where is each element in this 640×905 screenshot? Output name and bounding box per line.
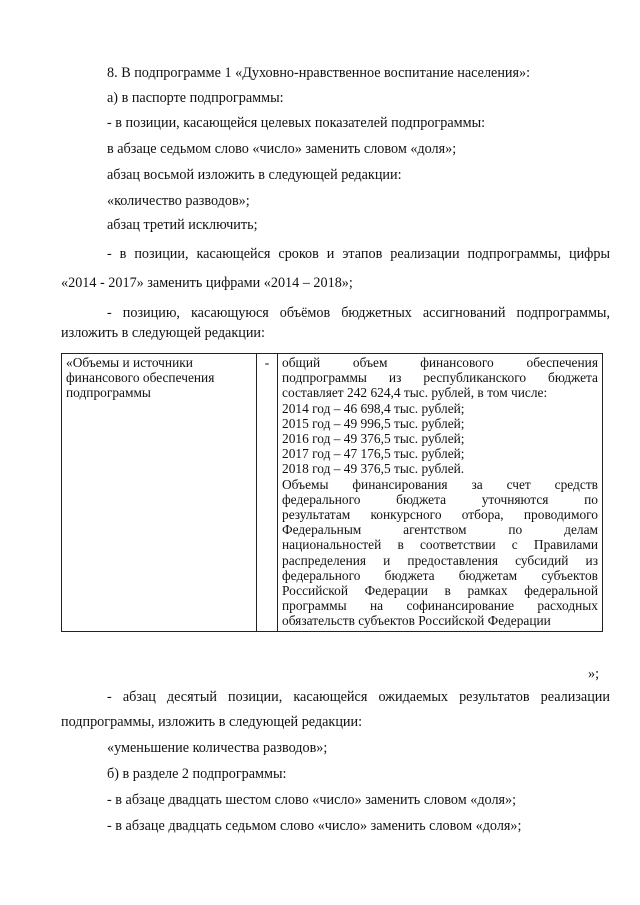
table-cell-title (62, 354, 257, 632)
paragraph-tenth-abzac-cont: подпрограммы, изложить в следующей редакции: (61, 714, 363, 730)
table-cell-dash (257, 354, 278, 632)
funding-text-line: программы на софинансирование расходных (282, 598, 598, 614)
paragraph-eighth-abzac: абзац восьмой изложить в следующей редакции: (107, 167, 402, 183)
paragraph-26th-abzac: - в абзаце двадцать шестом слово «число» заменить словом «доля»; (107, 792, 517, 808)
table-title-line: «Объемы и источники (66, 355, 193, 370)
paragraph-section-2: б) в разделе 2 подпрограммы: (107, 766, 287, 782)
funding-text-line: общий объем финансового обеспечения (282, 355, 598, 370)
paragraph-tenth-abzac: - абзац десятый позиции, касающейся ожидаемых результатов реализации (107, 689, 610, 705)
paragraph-next-edition: изложить в следующей редакции: (61, 325, 265, 341)
funding-year-line: 2017 год – 47 176,5 тыс. рублей; (282, 446, 465, 462)
funding-text-line: Объемы финансирования за счет средств (282, 476, 598, 492)
quote-end-mark: »; (588, 666, 600, 682)
paragraph-terms-position: - в позиции, касающейся сроков и этапов реализации подпрограммы, цифры (107, 246, 610, 262)
paragraph-third-abzac: абзац третий исключить; (107, 217, 258, 233)
funding-year-line: 2016 год – 49 376,5 тыс. рублей; (282, 431, 465, 447)
funding-year-line: 2015 год – 49 996,5 тыс. рублей; (282, 415, 465, 431)
table-cell-content (278, 354, 603, 632)
dash-separator: - (264, 355, 270, 370)
paragraph-terms-digits: «2014 - 2017» заменить цифрами «2014 – 2018»; (61, 275, 353, 291)
funding-text-line: обязательств субъектов Российской Федерации (282, 613, 551, 629)
funding-text-line: составляет 242 624,4 тыс. рублей, в том числе: (282, 385, 548, 401)
paragraph-targets-position: - в позиции, касающейся целевых показателей подпрограммы: (107, 115, 486, 131)
paragraph-divorces-count: «количество разводов»; (107, 193, 250, 209)
paragraph-budget-position: - позицию, касающуюся объёмов бюджетных ассигнований подпрограммы, (107, 305, 610, 321)
paragraph-passport: а) в паспорте подпрограммы: (107, 90, 284, 106)
funding-text-line: результатам конкурсного отбора, проводимого (282, 507, 598, 523)
funding-table (61, 353, 603, 632)
funding-text-line: Федеральным агентством по делам (282, 522, 598, 538)
funding-text-line: распределения и предоставления субсидий из (282, 552, 598, 568)
table-title-line: подпрограммы (66, 385, 151, 401)
funding-year-line: 2018 год – 49 376,5 тыс. рублей. (282, 461, 465, 477)
funding-text-line: национальностей в соответствии с Правилами (282, 537, 598, 553)
funding-year-line: 2014 год – 46 698,4 тыс. рублей; (282, 400, 465, 416)
paragraph-item-8: 8. В подпрограмме 1 «Духовно-нравственное воспитание населения»: (107, 65, 531, 81)
paragraph-27th-abzac: - в абзаце двадцать седьмом слово «число» заменить словом «доля»; (107, 818, 522, 834)
funding-text-line: Российской Федерации в рамках федеральной (282, 583, 598, 599)
funding-text-line: федерального бюджета бюджетам субъектов (282, 567, 598, 583)
paragraph-reduce-divorces: «уменьшение количества разводов»; (107, 740, 328, 756)
paragraph-seventh-abzac: в абзаце седьмом слово «число» заменить словом «доля»; (107, 141, 457, 157)
table-title-line: финансового обеспечения (66, 370, 215, 386)
funding-text-line: федерального бюджета уточняются по (282, 491, 598, 507)
funding-text-line: подпрограммы из республиканского бюджета (282, 370, 598, 386)
table-row (62, 354, 603, 632)
